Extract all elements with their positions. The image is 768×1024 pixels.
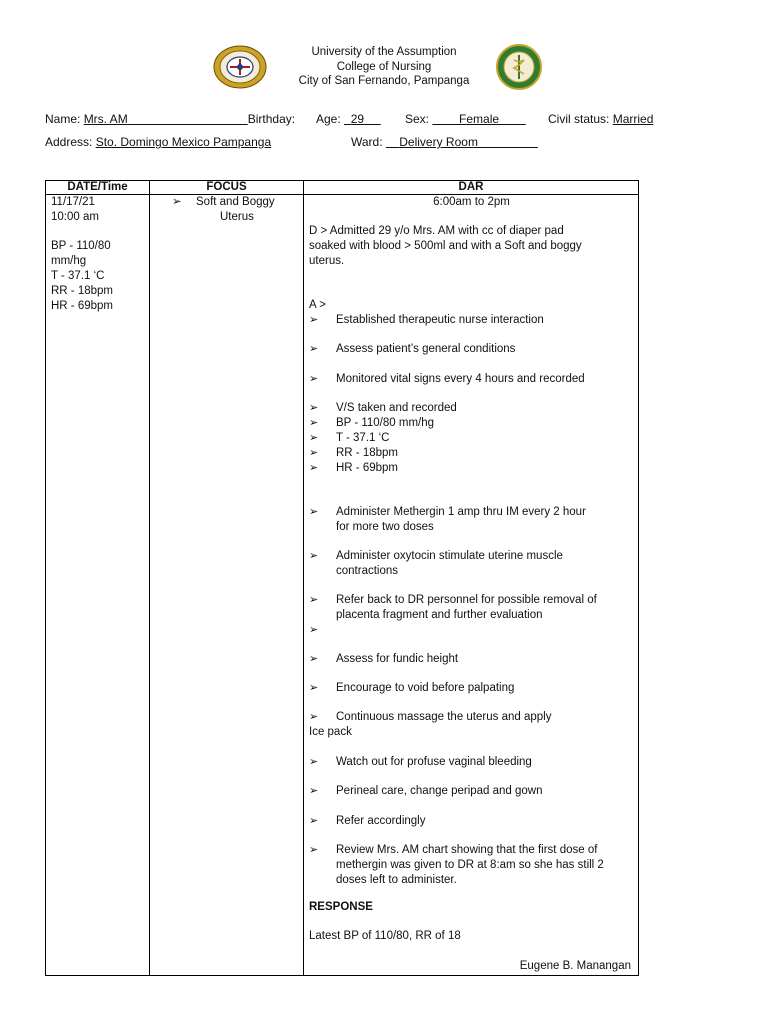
header-date-time: DATE/Time (46, 181, 150, 195)
action-item: RR - 18bpm (336, 447, 398, 459)
response-label: RESPONSE (309, 901, 373, 913)
bullet-arrow-icon: ➢ (309, 462, 319, 474)
bullet-arrow-icon: ➢ (309, 402, 319, 414)
university-name: University of the Assumption (311, 46, 457, 58)
ward-value: Delivery Room (399, 135, 478, 149)
action-item: Administer Methergin 1 amp thru IM every 2 hour (336, 506, 586, 518)
action-item: Monitored vital signs every 4 hours and recorded (336, 373, 585, 385)
header-dar: DAR (304, 181, 639, 195)
action-item: T - 37.1 ‘C (336, 432, 390, 444)
bullet-arrow-icon: ➢ (309, 506, 319, 518)
action-item: BP - 110/80 mm/hg (336, 417, 435, 429)
action-item: Watch out for profuse vaginal bleeding (336, 756, 532, 768)
vital-bp-unit: mm/hg (51, 255, 87, 267)
header-focus: FOCUS (150, 181, 304, 195)
action-item: Ice pack (309, 726, 352, 738)
action-item: Continuous massage the uterus and apply (336, 711, 552, 723)
bullet-arrow-icon: ➢ (309, 373, 319, 385)
action-item: Perineal care, change peripad and gown (336, 785, 543, 797)
vital-hr: HR - 69bpm (51, 300, 113, 312)
bullet-arrow-icon: ➢ (309, 447, 319, 459)
bullet-arrow-icon: ➢ (309, 343, 319, 355)
civil-status-value: Married (612, 112, 654, 126)
shift-time: 6:00am to 2pm (433, 196, 510, 208)
action-item: Encourage to void before palpating (336, 682, 515, 694)
sex-field: Sex: Female (405, 112, 526, 126)
entry-time: 10:00 am (51, 211, 99, 223)
bullet-arrow-icon: ➢ (309, 682, 319, 694)
data-line-2: soaked with blood > 500ml and with a Soft and boggy (309, 240, 582, 252)
entry-date: 11/17/21 (51, 196, 95, 208)
ward-field: Ward: Delivery Room (351, 135, 538, 149)
bullet-arrow-icon: ➢ (309, 785, 319, 797)
birthday-label: Birthday: (247, 112, 296, 126)
response-text: Latest BP of 110/80, RR of 18 (309, 930, 461, 942)
bullet-arrow-icon: ➢ (309, 756, 319, 768)
focus-cell (150, 195, 304, 976)
action-item: Established therapeutic nurse interaction (336, 314, 544, 326)
nurse-signature: Eugene B. Manangan (519, 960, 631, 972)
action-item: contractions (336, 565, 399, 577)
bullet-arrow-icon: ➢ (309, 624, 319, 636)
focus-text-line-2: Uterus (220, 211, 254, 223)
sex-value: Female (459, 112, 500, 126)
age-field: Age: 29 (316, 112, 381, 126)
focus-text-line-1: Soft and Boggy (196, 196, 275, 208)
vital-bp: BP - 110/80 (51, 240, 111, 252)
action-item: Assess for fundic height (336, 653, 459, 665)
fdar-chart-table (45, 180, 639, 976)
bullet-arrow-icon: ➢ (309, 417, 319, 429)
vital-rr: RR - 18bpm (51, 285, 113, 297)
table-row (46, 195, 639, 976)
action-item: doses left to administer. (336, 874, 457, 886)
patient-name-field: Name: Mrs. AM Birthday: (45, 112, 296, 126)
action-item: Assess patient’s general conditions (336, 343, 516, 355)
action-item: Review Mrs. AM chart showing that the first dose of (336, 844, 598, 856)
action-item: Refer accordingly (336, 815, 426, 827)
document-header (0, 45, 768, 89)
city-name: City of San Fernando, Pampanga (298, 75, 470, 87)
action-item: V/S taken and recorded (336, 402, 457, 414)
vital-temp: T - 37.1 ‘C (51, 270, 105, 282)
action-item: placenta fragment and further evaluation (336, 609, 543, 621)
action-item: Refer back to DR personnel for possible removal of (336, 594, 597, 606)
action-item: for more two doses (336, 521, 434, 533)
action-item: HR - 69bpm (336, 462, 398, 474)
bullet-arrow-icon: ➢ (309, 594, 319, 606)
bullet-arrow-icon: ➢ (309, 711, 319, 723)
college-name: College of Nursing (336, 60, 432, 73)
bullet-arrow-icon: ➢ (309, 432, 319, 444)
bullet-arrow-icon: ➢ (309, 550, 319, 562)
table-header-row (46, 181, 639, 195)
focus-bullet-icon: ➢ (172, 196, 182, 208)
action-item: Administer oxytocin stimulate uterine muscle (336, 550, 563, 562)
bullet-arrow-icon: ➢ (309, 314, 319, 326)
address-field: Address: Sto. Domingo Mexico Pampanga (45, 135, 272, 149)
data-line-3: uterus. (309, 255, 345, 267)
civil-status-field: Civil status: Married (548, 112, 654, 126)
patient-name-value: Mrs. AM (83, 112, 128, 126)
bullet-arrow-icon: ➢ (309, 815, 319, 827)
bullet-arrow-icon: ➢ (309, 653, 319, 665)
action-item: methergin was given to DR at 8:am so she has still 2 (336, 859, 604, 871)
age-value: 29 (350, 112, 365, 126)
date-time-cell (46, 195, 150, 976)
dar-cell (304, 195, 639, 976)
address-value: Sto. Domingo Mexico Pampanga (95, 135, 272, 149)
bullet-arrow-icon: ➢ (309, 844, 319, 856)
action-label: A > (309, 299, 326, 311)
data-line-1: D > Admitted 29 y/o Mrs. AM with cc of diaper pad (309, 225, 564, 237)
